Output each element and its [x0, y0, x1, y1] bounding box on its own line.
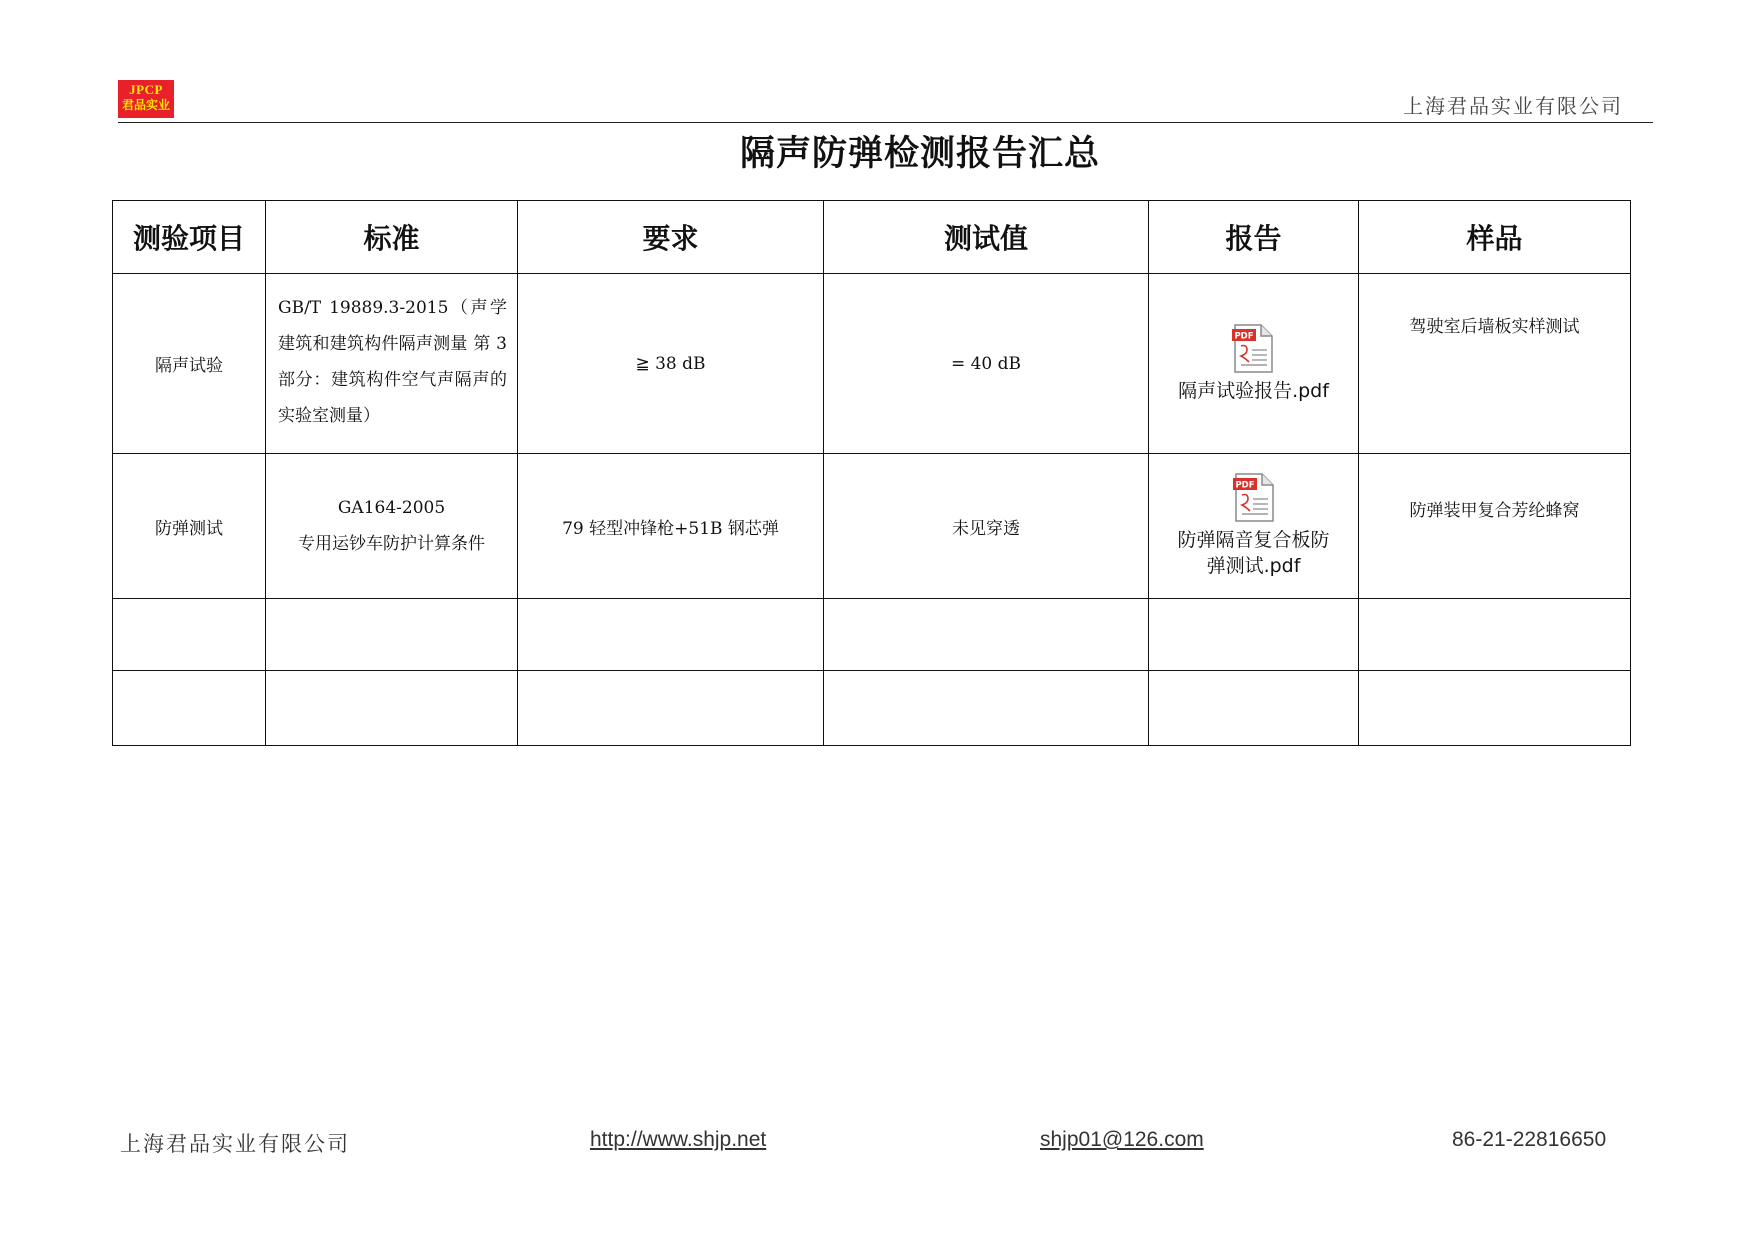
pdf-attachment[interactable]: [1178, 324, 1329, 404]
col-header-standard: 标准: [266, 201, 518, 274]
report-summary-table: [112, 200, 1631, 746]
footer-website-link[interactable]: http://www.shjp.net: [590, 1128, 767, 1151]
cell-report: [1149, 274, 1359, 454]
pdf-filename: 防弹隔音复合板防弹测试.pdf: [1177, 529, 1330, 577]
company-logo: [118, 80, 174, 118]
header-company-name: 上海君品实业有限公司: [1403, 94, 1623, 118]
cell-value: [824, 599, 1149, 671]
cell-item: [113, 599, 266, 671]
svg-text:PDF: PDF: [1234, 331, 1255, 341]
cell-sample: [1359, 599, 1631, 671]
pdf-attachment[interactable]: [1174, 473, 1334, 579]
cell-requirement: [518, 671, 824, 746]
page-header: [118, 80, 1653, 122]
cell-standard: [266, 274, 518, 454]
cell-report: [1149, 454, 1359, 599]
cell-report: [1149, 599, 1359, 671]
table-row: [113, 671, 1631, 746]
logo-text-cn: 君品实业: [121, 98, 170, 112]
cell-standard: [266, 454, 518, 599]
page-title: 隔声防弹检测报告汇总: [739, 134, 1100, 174]
standard-desc: 专用运钞车防护计算条件: [298, 534, 485, 554]
pdf-file-icon: [1231, 324, 1275, 374]
table-row: [113, 274, 1631, 454]
table-header-row: [113, 201, 1631, 274]
svg-text:PDF: PDF: [1234, 480, 1255, 491]
footer-company-name: 上海君品实业有限公司: [120, 1132, 350, 1156]
cell-value: [824, 671, 1149, 746]
pdf-filename: 隔声试验报告.pdf: [1178, 379, 1329, 402]
col-header-item: 测验项目: [113, 201, 266, 274]
cell-item: 防弹测试: [113, 454, 266, 599]
cell-item: 隔声试验: [113, 274, 266, 454]
cell-requirement: 79 轻型冲锋枪+51B 钢芯弹: [518, 454, 824, 599]
table-row: [113, 454, 1631, 599]
footer-phone: 86-21-22816650: [1452, 1128, 1607, 1151]
cell-sample: [1359, 671, 1631, 746]
table-row: [113, 599, 1631, 671]
header-divider: [118, 122, 1653, 123]
cell-report: [1149, 671, 1359, 746]
cell-standard: [266, 671, 518, 746]
cell-standard: [266, 599, 518, 671]
cell-sample: 防弹装甲复合芳纶蜂窝: [1359, 454, 1631, 599]
standard-text: GB/T 19889.3-2015（声学 建筑和建筑构件隔声测量 第 3 部分：建筑构件空气声隔声的实验室测量）: [278, 297, 507, 426]
cell-requirement: [518, 599, 824, 671]
col-header-value: 测试值: [824, 201, 1149, 274]
cell-value: 未见穿透: [824, 454, 1149, 599]
col-header-sample: 样品: [1359, 201, 1631, 274]
cell-sample: 驾驶室后墙板实样测试: [1359, 274, 1631, 454]
col-header-requirement: 要求: [518, 201, 824, 274]
pdf-file-icon: [1232, 473, 1276, 523]
col-header-report: 报告: [1149, 201, 1359, 274]
standard-code: GA164-2005: [337, 498, 446, 518]
footer-email-link[interactable]: shjp01@126.com: [1040, 1128, 1204, 1151]
cell-value: = 40 dB: [824, 274, 1149, 454]
logo-text-en: JPCP: [129, 82, 163, 97]
page-footer: [0, 1128, 1754, 1158]
cell-item: [113, 671, 266, 746]
cell-requirement: ≧ 38 dB: [518, 274, 824, 454]
